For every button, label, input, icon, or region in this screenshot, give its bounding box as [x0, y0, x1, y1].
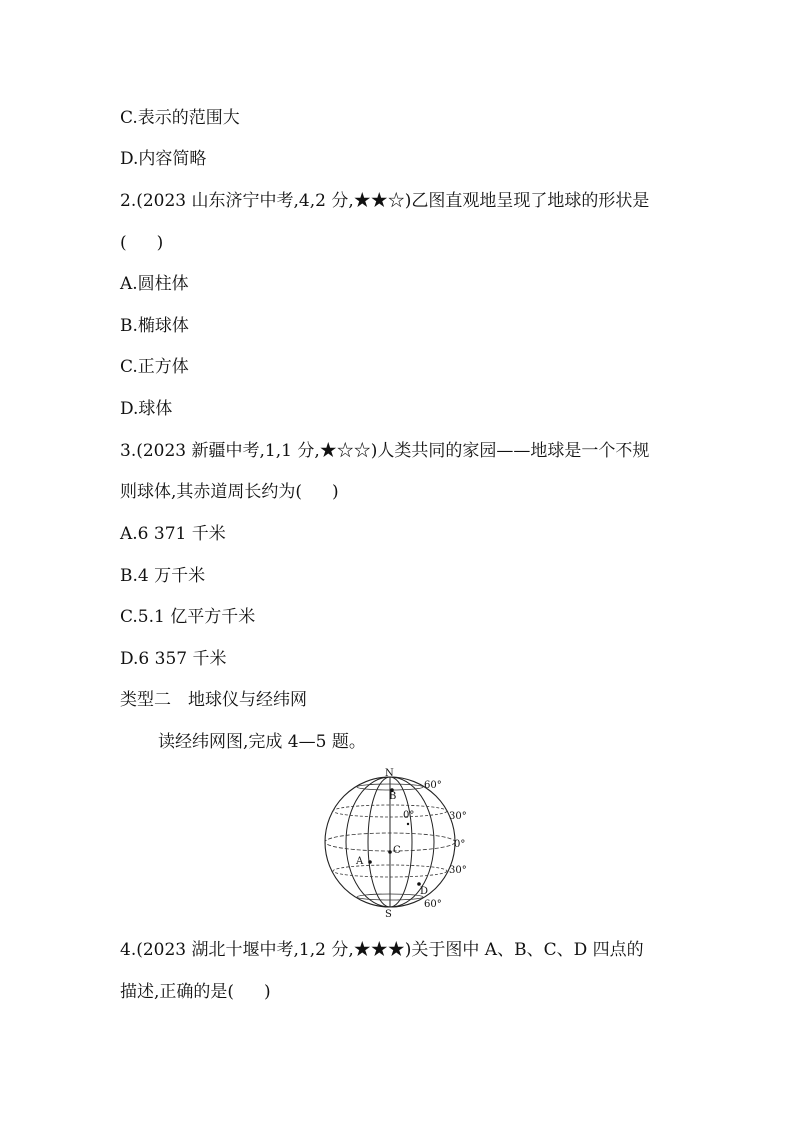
- q3-stem-text: 则球体,其赤道周长约为(: [120, 482, 303, 502]
- section-instruction: 读经纬网图,完成 4—5 题。: [158, 732, 366, 752]
- point-c: [388, 850, 392, 854]
- q1-option-c: C.表示的范围大: [120, 108, 240, 128]
- label-point-c: C: [393, 845, 401, 856]
- paren-close: ): [264, 982, 271, 1002]
- label-point-a: A: [356, 856, 364, 867]
- q2-option-d: D.球体: [120, 399, 173, 419]
- label-point-d: D: [420, 886, 429, 897]
- label-lat-60n: 60°: [424, 780, 442, 791]
- section-title: 类型二 地球仪与经纬网: [120, 690, 307, 710]
- point-meridian-mark: [407, 823, 409, 825]
- q3-option-b: B.4 万千米: [120, 566, 206, 586]
- q2-option-c: C.正方体: [120, 357, 189, 377]
- q3-stem-line1: 3.(2023 新疆中考,1,1 分,★☆☆)人类共同的家园——地球是一个不规: [120, 441, 650, 461]
- q3-option-c: C.5.1 亿平方千米: [120, 607, 256, 627]
- q2-stem: 2.(2023 山东济宁中考,4,2 分,★★☆)乙图直观地呈现了地球的形状是: [120, 191, 650, 211]
- label-lon-0: 0°: [403, 810, 415, 821]
- point-a: [368, 860, 372, 864]
- q3-stem-line2: [120, 480, 339, 504]
- q1-option-d: D.内容简略: [120, 149, 207, 169]
- label-lat-0: 0°: [454, 839, 466, 850]
- paren-close: ): [156, 233, 164, 253]
- label-lat-30s: 30°: [449, 865, 467, 876]
- q4-stem-line1: 4.(2023 湖北十堰中考,1,2 分,★★★)关于图中 A、B、C、D 四点的: [120, 940, 644, 960]
- q2-answer-paren: [120, 231, 163, 255]
- label-lat-30n: 30°: [449, 811, 467, 822]
- q3-option-a: A.6 371 千米: [120, 524, 226, 544]
- label-south: S: [385, 909, 392, 920]
- q4-stem-text: 描述,正确的是(: [120, 982, 235, 1002]
- graticule-figure: [318, 766, 478, 920]
- label-north: N: [385, 768, 394, 779]
- label-lat-60s: 60°: [424, 899, 442, 910]
- label-point-b: B: [389, 791, 397, 802]
- q4-stem-line2: [120, 980, 271, 1004]
- graticule-svg: [318, 766, 478, 920]
- q2-option-a: A.圆柱体: [120, 274, 189, 294]
- paren-open: (: [120, 233, 127, 253]
- q3-option-d: D.6 357 千米: [120, 649, 227, 669]
- q2-option-b: B.椭球体: [120, 316, 189, 336]
- paren-close: ): [332, 482, 339, 502]
